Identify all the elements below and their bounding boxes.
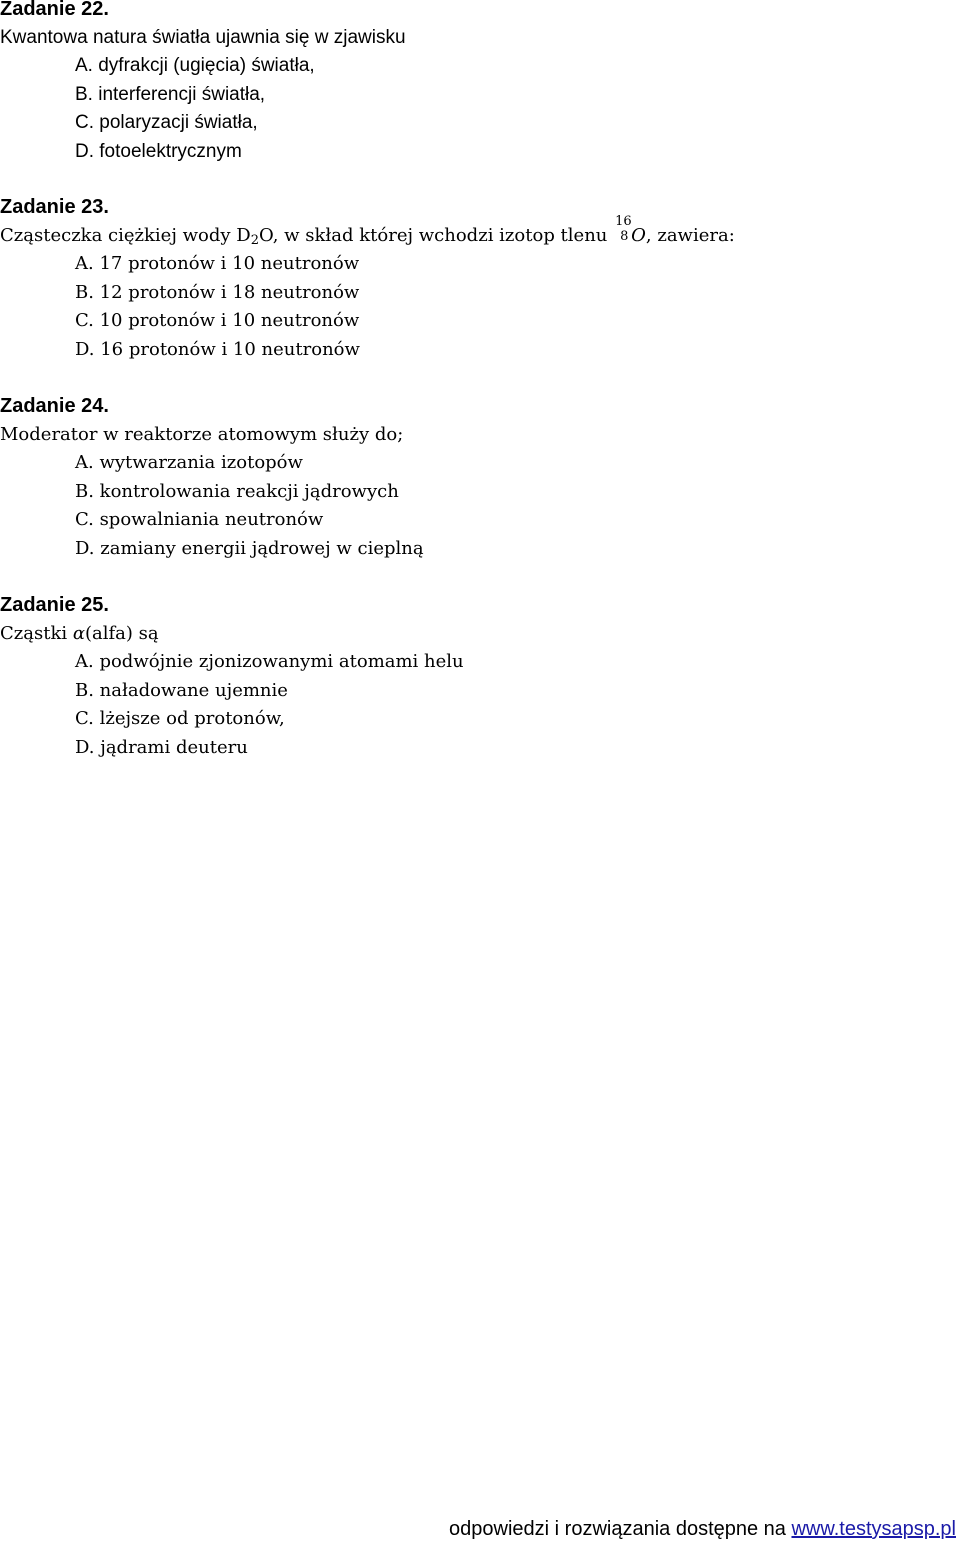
alpha-symbol: α bbox=[72, 622, 85, 644]
answer-option: D. jądrami deuteru bbox=[75, 736, 248, 758]
question-title: Zadanie 22. bbox=[0, 0, 109, 20]
question-24 bbox=[0, 392, 940, 563]
isotope-symbol: O bbox=[631, 224, 646, 246]
question-text-part: Cząstki bbox=[0, 622, 73, 644]
question-text: Moderator w reaktorze atomowym służy do; bbox=[0, 423, 404, 445]
question-23 bbox=[0, 193, 940, 364]
isotope-notation bbox=[615, 213, 632, 244]
footer-link[interactable]: www.testysapsp.pl bbox=[791, 1518, 956, 1540]
question-title: Zadanie 25. bbox=[0, 594, 109, 616]
footer-text: odpowiedzi i rozwiązania dostępne na bbox=[449, 1518, 792, 1540]
question-22 bbox=[0, 0, 940, 166]
question-text bbox=[0, 213, 940, 251]
answer-option: C. spowalniania neutronów bbox=[75, 509, 324, 530]
question-text-part: O, w skład której wchodzi izotop tlenu bbox=[259, 224, 614, 246]
question-title: Zadanie 24. bbox=[0, 395, 109, 417]
footer-note bbox=[449, 1518, 956, 1541]
question-text-part: , zawiera: bbox=[645, 224, 735, 246]
answer-option: D. zamiany energii jądrowej w cieplną bbox=[75, 537, 424, 559]
answer-option: A. 17 protonów i 10 neutronów bbox=[75, 253, 360, 274]
answer-option: B. kontrolowania reakcji jądrowych bbox=[75, 480, 399, 502]
question-text-part: (alfa) są bbox=[85, 622, 159, 644]
answer-option: A. podwójnie zjonizowanymi atomami helu bbox=[75, 651, 464, 672]
subscript: 2 bbox=[250, 232, 259, 248]
answer-option: B. 12 protonów i 18 neutronów bbox=[75, 281, 360, 303]
question-title: Zadanie 23. bbox=[0, 196, 109, 218]
question-text: Kwantowa natura światła ujawnia się w zjawisku bbox=[0, 26, 406, 48]
answer-option: C. 10 protonów i 10 neutronów bbox=[75, 310, 360, 331]
answer-option: D. fotoelektrycznym bbox=[75, 140, 242, 162]
question-text-part: Cząsteczka ciężkiej wody D bbox=[0, 224, 251, 246]
isotope-atomic-number: 8 bbox=[620, 228, 629, 244]
question-text bbox=[0, 620, 940, 649]
answer-option: B. interferencji światła, bbox=[75, 83, 266, 105]
answer-option: C. lżejsze od protonów, bbox=[75, 708, 285, 729]
answer-option: D. 16 protonów i 10 neutronów bbox=[75, 338, 360, 360]
answer-option: A. wytwarzania izotopów bbox=[75, 452, 303, 473]
isotope-mass-number: 16 bbox=[615, 213, 632, 229]
answer-option: A. dyfrakcji (ugięcia) światła, bbox=[75, 55, 315, 76]
answer-option: B. naładowane ujemnie bbox=[75, 679, 288, 701]
answer-option: C. polaryzacji światła, bbox=[75, 112, 258, 133]
question-25 bbox=[0, 591, 940, 762]
